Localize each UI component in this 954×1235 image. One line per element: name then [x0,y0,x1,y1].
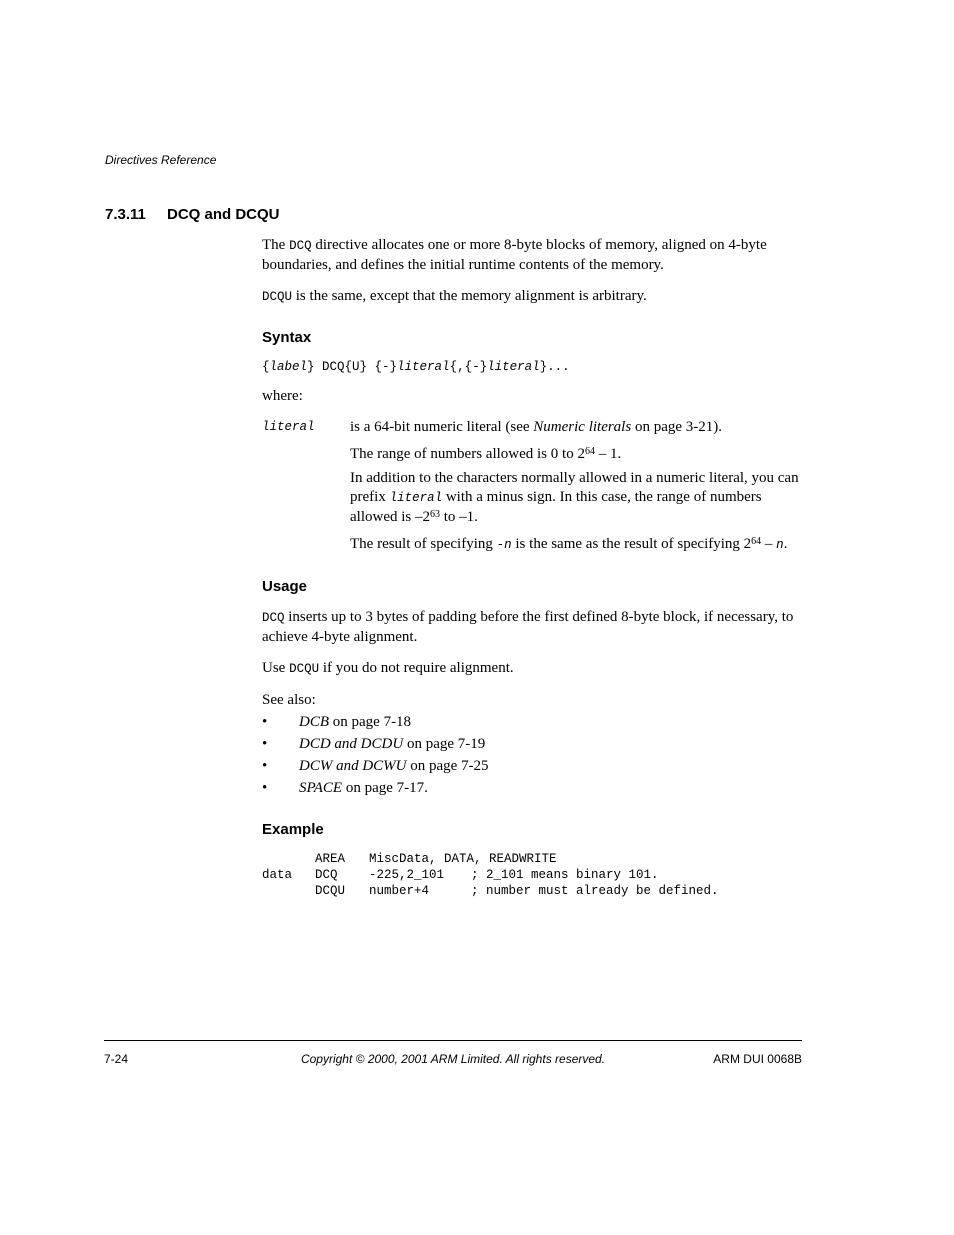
cross-reference: Numeric literals [533,419,632,435]
copyright-notice: Copyright © 2000, 2001 ARM Limited. All rights reserved. [300,1052,606,1066]
syntax-part: {,{-} [449,360,488,374]
superscript: 63 [430,509,440,520]
code-dcq: DCQ [289,239,312,253]
text: inserts up to 3 bytes of padding before the first defined 8-byte block, if necessary, to achieve 4-byte alignment. [262,609,794,645]
text: In addition to the characters normally allowed in a numeric literal, you can prefix [350,470,799,505]
code-op: DCQ [315,868,338,882]
code-dcqu: DCQU [262,290,293,304]
document-id: ARM DUI 0068B [713,1052,802,1066]
syntax-part: { [262,360,270,374]
intro-paragraph [262,236,802,275]
syntax-literal: literal [397,360,450,374]
cross-reference-link[interactable]: DCW and DCWU [299,758,407,774]
text: on page 7-25 [406,758,489,774]
syntax-label: label [269,360,308,374]
text: is the same, except that the memory alignment is arbitrary. [292,288,647,304]
text: on page 7-19 [403,736,486,752]
syntax-part: } DCQ{U} {-} [307,360,398,374]
text: if you do not require alignment. [319,660,514,676]
text: The range of numbers allowed is 0 to 2 [350,446,585,462]
text: on page 7-17. [342,780,428,796]
text: Use [262,660,290,676]
definition-term: literal [262,420,315,434]
usage-paragraph [262,659,802,679]
page-footer [104,1051,802,1067]
see-also-list [262,713,802,801]
code-args: MiscData, DATA, READWRITE [369,852,557,866]
page-number: 7-24 [104,1052,129,1066]
code-args: -225,2_101 [369,868,445,882]
code-dcq: DCQ [262,611,285,625]
syntax-part: }... [539,360,570,374]
text: The result of specifying [350,536,497,552]
text: on page 7-18 [329,714,412,730]
text: on page 3-21). [631,419,723,435]
usage-paragraph [262,608,802,647]
text: . [783,536,788,552]
code-op: DCQU [315,884,346,898]
superscript: 64 [751,536,762,547]
code-op: AREA [315,852,346,866]
section-number: 7.3.11 [105,206,146,223]
bullet: • [262,714,268,730]
code-label [262,851,315,867]
cross-reference-link[interactable]: DCB [299,714,329,730]
code-n: -n [496,538,512,552]
code-label [262,883,315,899]
code-args: number+4 [369,884,430,898]
text: – 1. [594,446,622,462]
text: is a 64-bit numeric literal (see [350,419,534,435]
list-item [262,779,802,801]
section-heading [105,206,280,224]
list-item [262,735,802,757]
definition-description [350,418,802,555]
dcqu-paragraph [262,287,802,307]
text: is the same as the result of specifying 2 [511,536,752,552]
definition-line [350,469,802,527]
syntax-heading: Syntax [262,329,312,346]
list-item [262,713,802,735]
definition-line [350,445,802,464]
code-line [262,883,802,899]
code-literal: literal [389,491,443,505]
code-label: data [262,868,293,882]
list-item [262,757,802,779]
text: with a minus sign. In this case, the range of numbers allowed is –2 [350,489,762,525]
text: directive allocates one or more 8-byte blocks of memory, aligned on 4-byte boundaries, and defines the initial runtime contents of the memory. [262,237,767,273]
definition-list [262,418,802,555]
cross-reference-link[interactable]: SPACE [299,780,343,796]
code-comment: ; 2_101 means binary 101. [471,868,659,882]
superscript: 64 [584,446,595,457]
main-content [262,236,802,899]
code-comment: ; number must already be defined. [471,884,719,898]
code-n: n [776,538,784,552]
footer-rule [104,1040,802,1041]
text: – [761,536,777,552]
where-label: where: [262,388,303,404]
syntax-literal: literal [487,360,540,374]
syntax-line [262,359,802,376]
usage-heading: Usage [262,578,308,595]
example-heading: Example [262,821,324,838]
running-header: Directives Reference [105,153,217,167]
code-line [262,851,802,867]
section-title: DCQ and DCQU [167,206,280,223]
example-code-block [262,851,802,899]
text: The [262,237,290,253]
cross-reference-link[interactable]: DCD and DCDU [299,736,404,752]
code-line [262,867,802,883]
bullet: • [262,736,268,752]
text: to –1. [440,509,478,525]
code-dcqu: DCQU [289,662,320,676]
definition-line [350,418,802,437]
bullet: • [262,780,268,796]
see-also-label: See also: [262,692,316,708]
bullet: • [262,758,268,774]
definition-line [350,535,802,555]
